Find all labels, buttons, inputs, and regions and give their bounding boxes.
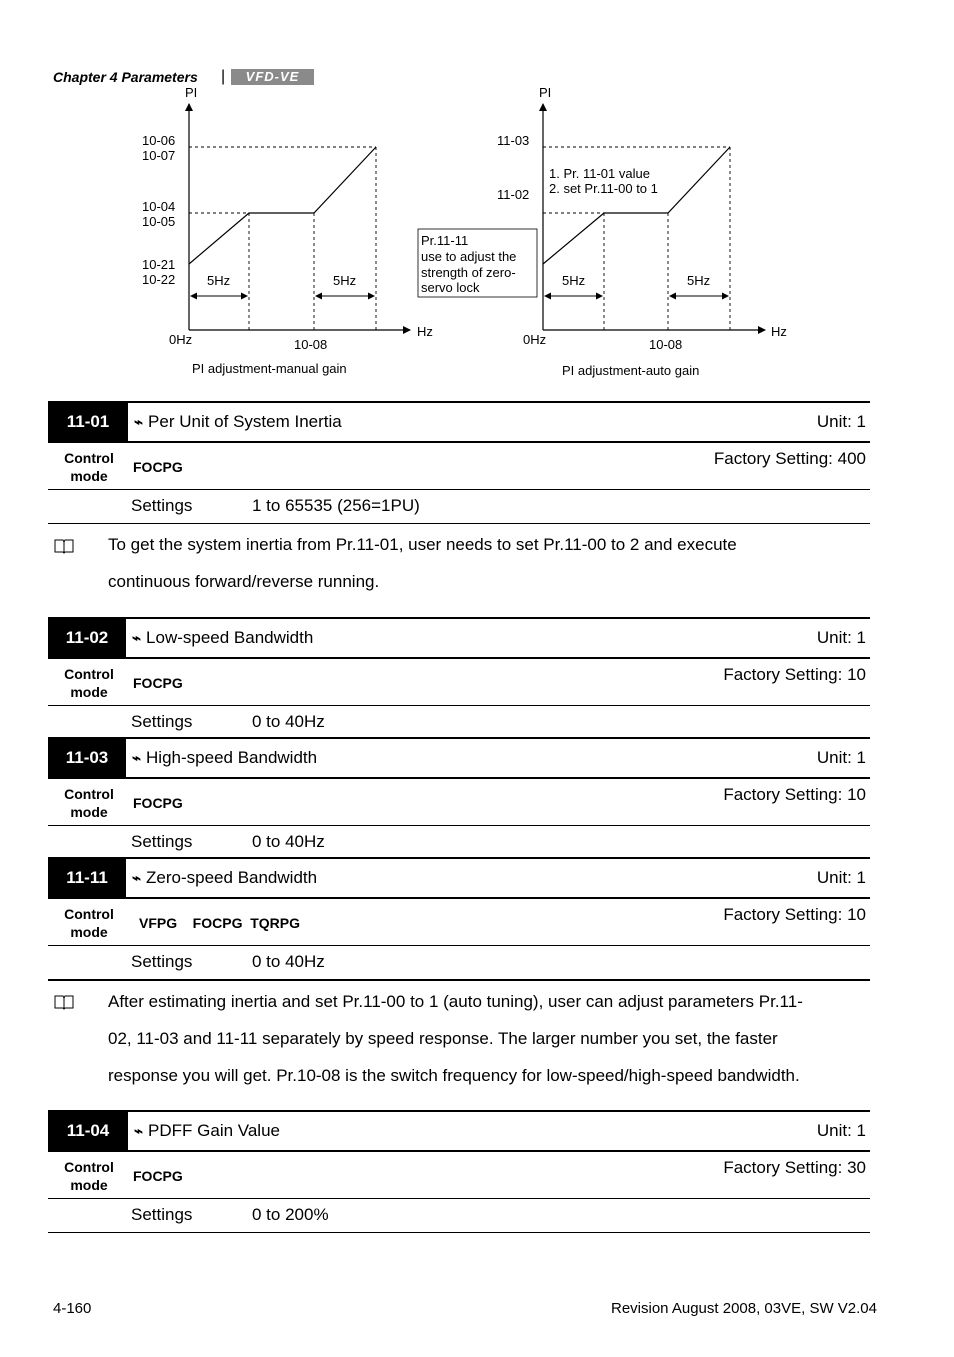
svg-text:10-08: 10-08: [649, 337, 683, 352]
param-unit: Unit: 1: [816, 748, 866, 767]
vfd-ve-logo: VFD-VE: [231, 69, 314, 85]
param-name: PDFF Gain Value: [148, 1121, 280, 1140]
note-inertia: To get the system inertia from Pr.11-01, user needs to set Pr.11-00 to 2 and execute continuous forward/reverse running.: [108, 535, 737, 591]
svg-text:11-02: 11-02: [497, 187, 530, 202]
control-mode-value: VFPG FOCPG TQRPG: [139, 915, 301, 931]
svg-text:10-21: 10-21: [142, 257, 176, 272]
svg-text:10-07: 10-07: [142, 148, 176, 163]
param-block-11-03: [48, 737, 870, 859]
svg-text:0Hz: 0Hz: [169, 332, 193, 347]
control-mode-value: FOCPG: [133, 675, 183, 691]
control-mode-label: Control mode: [64, 666, 114, 700]
book-icon: [54, 538, 74, 554]
settings-label: Settings: [131, 832, 193, 851]
svg-text:10-04: 10-04: [142, 199, 176, 214]
svg-text:5Hz: 5Hz: [333, 273, 357, 288]
param-name: Zero-speed Bandwidth: [146, 868, 318, 887]
book-icon: [54, 994, 74, 1010]
control-mode-label: Control mode: [64, 1159, 114, 1193]
settings-label: Settings: [131, 712, 193, 731]
param-block-11-02: [48, 617, 870, 739]
param-id: 11-03: [48, 739, 126, 777]
svg-text:5Hz: 5Hz: [562, 273, 586, 288]
svg-text:5Hz: 5Hz: [207, 273, 231, 288]
manual-gain-diagram: [142, 85, 433, 376]
auto-gain-curve: [543, 147, 730, 264]
header-separator: |: [221, 68, 226, 85]
note-bandwidth: After estimating inertia and set Pr.11-00 to 1 (auto tuning), user can adjust parameters Pr.11- 02, 11-03 and 11-11 separately by speed response. The larger number you set, the faster response you will get. Pr.10-08 is the switch frequency for low-speed/high-speed bandwidth.: [108, 992, 803, 1085]
control-mode-label: Control mode: [64, 786, 114, 820]
settings-value: 0 to 40Hz: [252, 832, 325, 851]
svg-text:2. set Pr.11-00 to 1: 2. set Pr.11-00 to 1: [549, 181, 658, 196]
settings-value: 0 to 40Hz: [252, 712, 325, 731]
param-unit: Unit: 1: [816, 868, 866, 887]
chapter-title: Chapter 4 Parameters: [53, 69, 198, 85]
svg-text:servo lock: servo lock: [421, 280, 480, 295]
svg-text:1. Pr. 11-01 value: 1. Pr. 11-01 value: [549, 166, 650, 181]
manual-y-label: PI: [185, 85, 198, 100]
control-mode-label: Control mode: [64, 906, 114, 940]
auto-x-label: Hz: [771, 324, 787, 339]
settings-label: Settings: [131, 496, 193, 515]
param-id: 11-11: [48, 859, 126, 897]
editable-icon: ⌁: [132, 870, 142, 887]
factory-setting: Factory Setting: 10: [723, 785, 866, 804]
param-unit: Unit: 1: [816, 628, 866, 647]
svg-text:5Hz: 5Hz: [687, 273, 711, 288]
control-mode-value: FOCPG: [133, 459, 183, 475]
param-unit: Unit: 1: [816, 1121, 866, 1140]
manual-caption: PI adjustment-manual gain: [192, 361, 347, 376]
svg-text:10-05: 10-05: [142, 214, 176, 229]
control-mode-label: Control mode: [64, 450, 114, 484]
param-name: Per Unit of System Inertia: [148, 412, 342, 431]
auto-gain-diagram: [418, 85, 787, 378]
settings-value: 0 to 40Hz: [252, 952, 325, 971]
param-name: Low-speed Bandwidth: [146, 628, 314, 647]
editable-icon: ⌁: [132, 630, 142, 647]
svg-text:10-08: 10-08: [294, 337, 328, 352]
control-mode-value: FOCPG: [133, 1168, 183, 1184]
factory-setting: Factory Setting: 10: [723, 665, 866, 684]
pi-adjustment-diagrams: [0, 80, 954, 390]
svg-text:use to adjust the: use to adjust the: [421, 249, 517, 264]
settings-value: 1 to 65535 (256=1PU): [252, 496, 420, 515]
svg-text:11-03: 11-03: [497, 133, 530, 148]
svg-text:strength of zero-: strength of zero-: [421, 265, 516, 280]
param-name: High-speed Bandwidth: [146, 748, 318, 767]
manual-gain-curve: [189, 147, 376, 264]
page-number: 4-160: [53, 1300, 92, 1317]
param-id: 11-02: [48, 619, 126, 657]
settings-label: Settings: [131, 1205, 193, 1224]
factory-setting: Factory Setting: 10: [723, 905, 866, 924]
param-block-11-01: [48, 401, 870, 524]
editable-icon: ⌁: [132, 750, 142, 767]
auto-y-label: PI: [539, 85, 552, 100]
param-unit: Unit: 1: [816, 412, 866, 431]
svg-text:10-22: 10-22: [142, 272, 176, 287]
svg-text:0Hz: 0Hz: [523, 332, 547, 347]
param-block-11-11: [48, 857, 870, 981]
editable-icon: ⌁: [134, 414, 144, 431]
settings-value: 0 to 200%: [252, 1205, 329, 1224]
param-id: 11-01: [48, 403, 128, 441]
svg-text:Pr.11-11: Pr.11-11: [421, 233, 469, 248]
auto-caption: PI adjustment-auto gain: [562, 363, 700, 378]
settings-label: Settings: [131, 952, 193, 971]
factory-setting: Factory Setting: 30: [723, 1158, 866, 1177]
factory-setting: Factory Setting: 400: [713, 449, 866, 468]
param-id: 11-04: [48, 1112, 128, 1150]
manual-x-label: Hz: [417, 324, 433, 339]
param-block-11-04: [48, 1110, 870, 1233]
editable-icon: ⌁: [134, 1123, 144, 1140]
revision-info: Revision August 2008, 03VE, SW V2.04: [611, 1300, 877, 1317]
control-mode-value: FOCPG: [133, 795, 183, 811]
svg-text:10-06: 10-06: [142, 133, 176, 148]
